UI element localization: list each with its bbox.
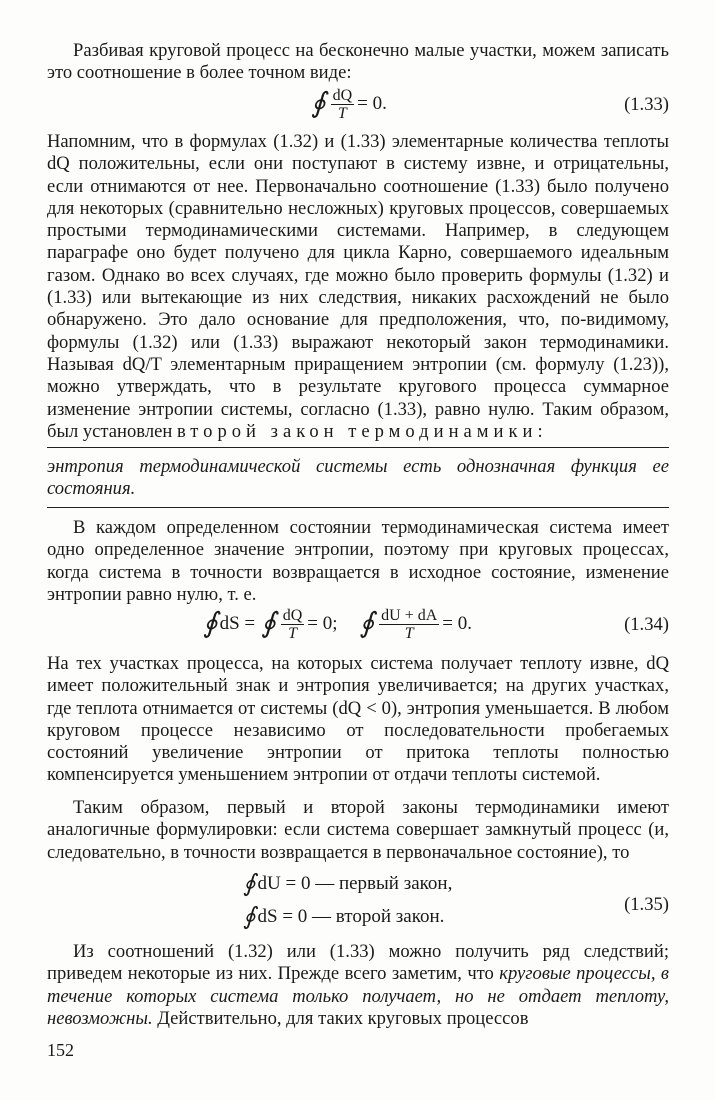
paragraph-state [47,517,669,606]
paragraph-intro [47,40,669,85]
contour-integral-symbol: ∮ [243,904,256,930]
paragraph-consequences [47,941,669,1030]
contour-integral-symbol: ∮ [243,871,256,897]
law-statement [47,456,669,501]
paragraph-laws [47,797,669,864]
paragraph-entropy-sign [47,653,669,787]
text-para6: Из соотношений (1.32) или (1.33) можно получить ряд следствий; приведем некоторые из них. Прежде всего заметим, что круговые процессы, в течение которых система только получает, но не отдает теплоту, невозможны. Действительно, для таких круговых процессов [47,941,669,1029]
text-para5: Таким образом, первый и второй законы термодинамики имеют аналогичные формулировки: если система совершает замкнутый процесс (и, следовательно, в точности возвращается в первоначальное состояние), то [47,797,669,863]
text-para2: Напомним, что в формулах (1.32) и (1.33) элементарные количества теплоты dQ положительны, если они поступают в систему извне, и отрицательны, если отнимаются от нее. Первоначально соотношение (1.33) было получено для некоторых (сравнительно несложных) круговых процессов, совершаемых простыми термодинамическими системами. Например, в следующем параграфе оно будет получено для цикла Карно, совершаемого идеальным газом. Однако во всех случаях, где можно было проверить формулы (1.32) и (1.33) или вытекающие из них следствия, никаких расхождений не было обнаружено. Это дало основание для предположения, что, по-видимому, формулы (1.32) или (1.33) выражают некоторый закон термодинамики. Называя dQ/T элементарным приращением энтропии (см. формулу (1.23)), можно утверждать, что в результате кругового процесса суммарное изменение энтропии системы, согласно (1.33), равно нулю. Таким образом, был установлен второй закон термодинамики: [47,131,669,442]
rule-bottom [47,507,669,508]
equation-1-33 [47,84,669,124]
contour-integral-symbol: ∮ [311,88,326,119]
contour-integral-symbol: ∮ [203,608,218,639]
second-law-line: ∮ dS = 0 — второй закон. [243,904,445,930]
italic-statement: круговые процессы, в течение которых система только получает, но не отдает теплоту, невозможны. [47,963,669,1029]
fraction-dq-t: $\frac{dQ}{T}$ [332,86,353,122]
fraction-dq-t: $\frac{dQ}{T}$ [282,606,303,642]
contour-integral-symbol: ∮ [261,608,276,639]
text-para1: Разбивая круговой процесс на бесконечно малые участки, можем записать это соотношение в более точном виде: [47,40,669,84]
contour-integral-symbol: ∮ [359,608,375,639]
equation-number: (1.34) [624,614,669,635]
text-para4: На тех участках процесса, на которых система получает теплоту извне, dQ имеет положительный знак и энтропия увеличивается; на других участках, где теплота отнимается от системы (dQ < 0), энтропия уменьшается. В любом круговом процессе независимо от последовательности пробегаемых состояний увеличение энтропии от притока теплоты полностью компенсируется уменьшением энтропии от отдачи теплоты системой. [47,653,669,786]
eq133-rhs: = 0. [357,93,387,114]
text-para3: В каждом определенном состоянии термодинамическая система имеет одно определенное значение энтропии, поэтому при круговых процессах, когда система в точности возвращается в исходное состояние, изменение энтропии равно нулю, т. е. [47,517,669,605]
equation-number: (1.33) [624,94,669,115]
paragraph-reminder [47,131,669,443]
fraction-du-da-t: $\frac{dU + dA}{T}$ [381,606,438,642]
equation-1-34: ∮ dS = ∮ $\frac{dQ}{T}$ = 0; ∮ $\frac{dU + dA}{T}$ = 0. (1.34) [203,606,669,642]
page-number: 152 [47,1040,74,1060]
rule-top [47,447,669,448]
law-text: энтропия термодинамической системы есть однозначная функция ее состояния. [47,456,669,500]
equation-number: (1.35) [624,894,669,915]
second-law-spaced: второй закон термодинамики: [176,420,548,442]
first-law-line: ∮ dU = 0 — первый закон, [243,871,453,897]
